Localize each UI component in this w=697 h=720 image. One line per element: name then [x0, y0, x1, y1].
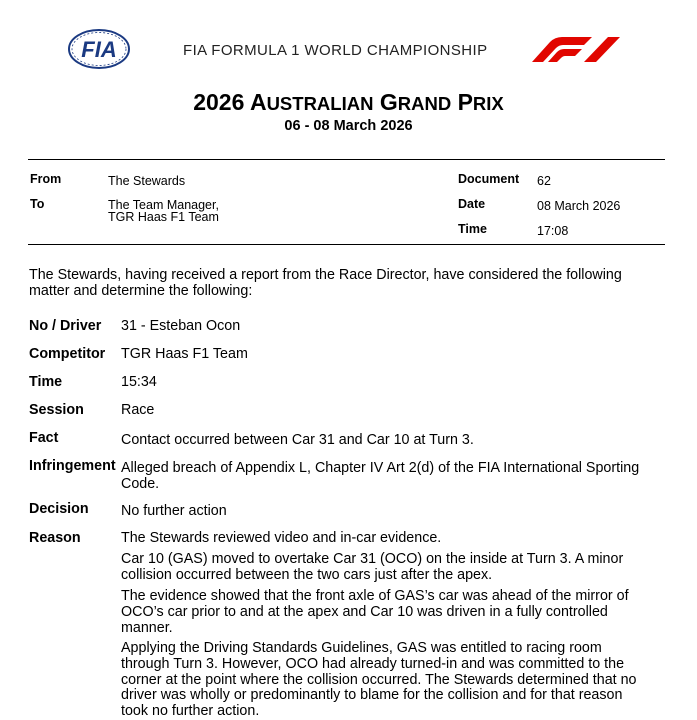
session-value: Race — [121, 402, 155, 418]
fia-logo-text: FIA — [81, 37, 117, 62]
time-label: Time — [458, 222, 487, 236]
to-line: TGR Haas F1 Team — [108, 210, 219, 224]
reason-paragraph: The Stewards reviewed video and in-car evidence. — [121, 530, 442, 546]
title-initial: A — [249, 89, 267, 115]
to-line: The Team Manager, — [108, 198, 219, 212]
competitor-label: Competitor — [29, 346, 106, 362]
date-value: 08 March 2026 — [537, 199, 621, 213]
title-initial: P — [457, 89, 473, 115]
fia-logo — [68, 29, 130, 69]
fact-label: Fact — [29, 430, 59, 446]
f1-logo — [526, 36, 622, 62]
infringement-label: Infringement — [29, 458, 116, 474]
driver-label: No / Driver — [29, 318, 102, 334]
document-label: Document — [458, 172, 520, 186]
reason-paragraph: Car 10 (GAS) moved to overtake Car 31 (OCO) on the inside at Turn 3. A minor collision occurred between the two cars just after the apex. — [121, 551, 624, 583]
reason-label: Reason — [29, 530, 81, 546]
infringement-value: Alleged breach of Appendix L, Chapter IV Art 2(d) of the FIA International Sporting Code. — [121, 460, 640, 492]
title-year: 2026 — [193, 89, 245, 115]
incident-time-value: 15:34 — [121, 374, 157, 390]
time-value: 17:08 — [537, 224, 569, 238]
title-initial: G — [379, 89, 398, 115]
title-word-australian — [250, 89, 374, 115]
fact-value: Contact occurred between Car 31 and Car 10 at Turn 3. — [121, 432, 474, 448]
title-rest: RAND — [397, 93, 452, 114]
session-label: Session — [29, 402, 84, 418]
decision-label: Decision — [29, 501, 89, 517]
from-label: From — [30, 172, 62, 186]
document-number: 62 — [537, 174, 551, 188]
to-label: To — [30, 197, 45, 211]
document-title — [0, 89, 697, 116]
title-rest: RIX — [472, 93, 504, 114]
from-value: The Stewards — [108, 174, 186, 188]
incident-time-label: Time — [29, 374, 63, 390]
driver-value: 31 - Esteban Ocon — [121, 318, 241, 334]
decision-value: No further action — [121, 503, 227, 519]
intro-text: The Stewards, having received a report from the Race Director, have considered the following matter and determine the following: — [29, 267, 622, 299]
event-dates: 06 - 08 March 2026 — [284, 118, 413, 134]
to-value — [108, 199, 219, 223]
championship-name: FIA FORMULA 1 WORLD CHAMPIONSHIP — [183, 42, 488, 59]
divider-top — [28, 159, 665, 160]
competitor-value: TGR Haas F1 Team — [121, 346, 248, 362]
reason-paragraph: The evidence showed that the front axle of GAS’s car was ahead of the mirror of OCO’s car prior to and at the apex and Car 10 was driven in a fully controlled manner. — [121, 588, 629, 636]
reason-paragraph: Applying the Driving Standards Guidelines, GAS was entitled to racing room through Turn 3. However, OCO had already turned-in and was committed to the corner at the point where the collision occurred. The Stewards determined that no driver was wholly or predominantly to blame for the collision and for that reason took no further action. — [121, 640, 637, 720]
divider-bottom — [28, 244, 665, 245]
title-rest: USTRALIAN — [266, 93, 374, 114]
date-label: Date — [458, 197, 486, 211]
title-word-grand — [380, 89, 451, 115]
title-word-prix — [458, 89, 504, 115]
